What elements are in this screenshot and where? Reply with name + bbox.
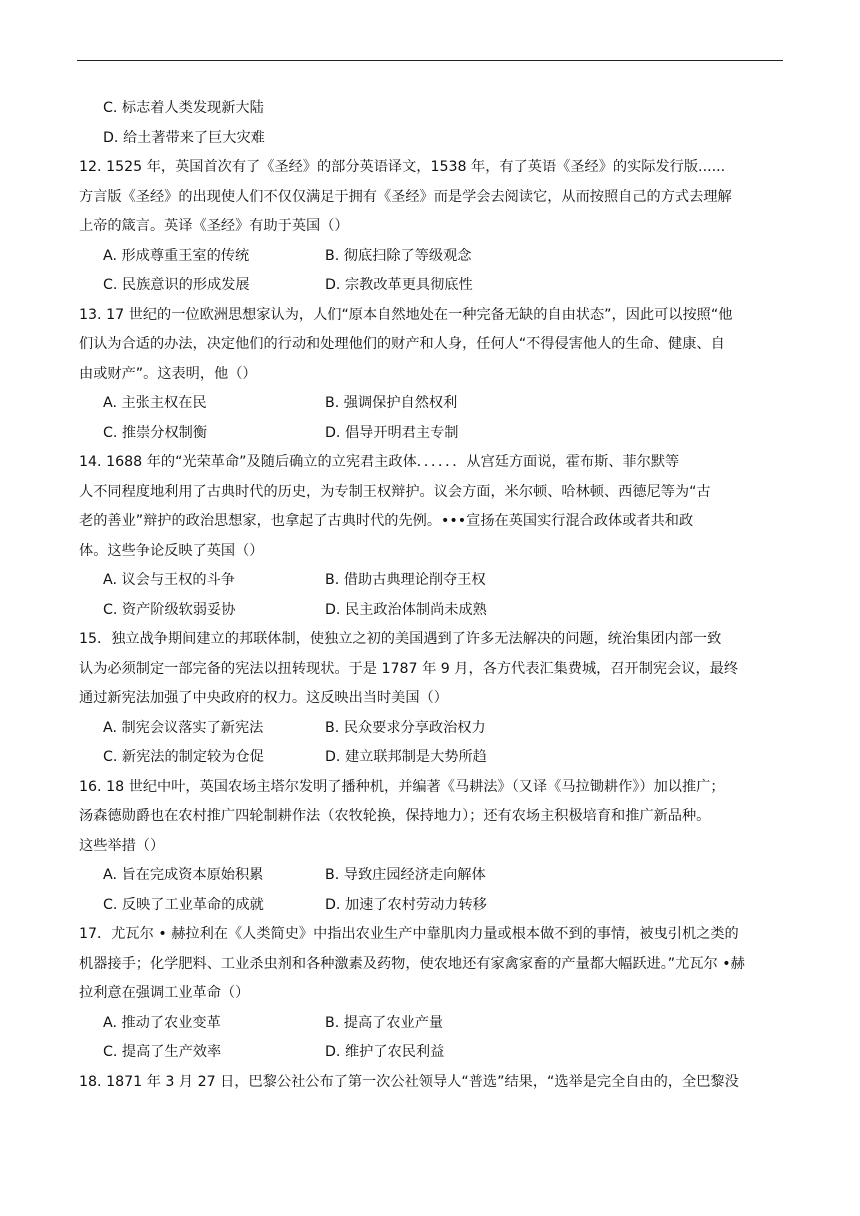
answer-option: C. 资产阶级软弱妥协	[103, 601, 236, 618]
answer-option: C. 推崇分权制衡	[103, 424, 208, 441]
question-text-line: 们认为合适的办法，决定他们的行动和处理他们的财产和人身，任何人“不得侵害他人的生命、健康、自	[79, 336, 725, 352]
question-text-line: 认为必须制定一部完备的宪法以扭转现状。于是 1787 年 9 月，各方代表汇集费城，召开制宪会议，最终	[79, 660, 739, 677]
answer-option: C. 反映了工业革命的成就	[103, 896, 264, 913]
answer-option: D. 给土著带来了巨大灾难	[103, 129, 265, 146]
question-text-line: 方言版《圣经》的出现使人们不仅仅满足于拥有《圣经》而是学会去阅读它，从而按照自己的方式去理解	[79, 188, 732, 205]
answer-option: C. 新宪法的制定较为仓促	[103, 749, 264, 765]
answer-option: B. 借助古典理论削夺王权	[325, 572, 486, 588]
question-text-line: 拉利意在强调工业革命（）	[79, 985, 250, 1001]
answer-option: B. 民众要求分享政治权力	[325, 719, 486, 736]
question-text-line: 15．独立战争期间建立的邦联体制，使独立之初的美国遇到了许多无法解决的问题，统治集团内部一致	[79, 631, 722, 647]
question-text-line: 17．尤瓦尔 • 赫拉利在《人类简史》中指出农业生产中靠肌肉力量或根本做不到的事情，被曳引机之类的	[79, 926, 739, 942]
answer-option: A. 议会与王权的斗争	[103, 572, 235, 588]
answer-option: A. 形成尊重王室的传统	[103, 247, 250, 264]
question-text-line: 12. 1525 年，英国首次有了《圣经》的部分英语译文，1538 年，有了英语《圣经》的实际发行版......	[79, 159, 726, 175]
answer-option: B. 导致庄园经济走向解体	[325, 867, 486, 883]
question-text-line: 体。这些争论反映了英国（）	[79, 542, 264, 559]
question-text-line: 由或财产”。这表明，他（）	[79, 365, 257, 382]
answer-option: D. 倡导开明君主专制	[325, 424, 459, 441]
question-text-line: 汤森德勋爵也在农村推广四轮制耕作法（农牧轮换，保持地力）；还有农场主积极培育和推广新品种。	[79, 808, 711, 824]
answer-option: B. 强调保护自然权利	[325, 395, 458, 411]
header-rule	[77, 60, 783, 61]
answer-option: B. 彻底扫除了等级观念	[325, 247, 472, 264]
answer-option: C. 标志着人类发现新大陆	[103, 100, 264, 116]
answer-option: D. 宗教改革更具彻底性	[325, 277, 473, 293]
question-text-line: 老的善业”辩护的政治思想家，也拿起了古典时代的先例。•••宣扬在英国实行混合政体或者共和政	[79, 513, 694, 529]
answer-option: A. 推动了农业变革	[103, 1014, 221, 1031]
question-text-line: 16. 18 世纪中叶，英国农场主塔尔发明了播种机，并编著《马耕法》（又译《马拉锄耕作》）加以推广；	[79, 778, 725, 795]
question-text-line: 机器接手；化学肥料、工业杀虫剂和各种激素及药物，使农地还有家禽家畜的产量都大幅跃进。”尤瓦尔 •赫	[79, 955, 745, 972]
answer-option: D. 民主政治体制尚未成熟	[325, 601, 487, 618]
question-text-line: 通过新宪法加强了中央政府的权力。这反映出当时美国（）	[79, 690, 448, 706]
answer-option: C. 民族意识的形成发展	[103, 277, 250, 293]
question-text-line: 人不同程度地利用了古典时代的历史，为专制王权辩护。议会方面，米尔顿、哈林顿、西德尼等为“古	[79, 483, 711, 500]
question-text-line: 14. 1688 年的“光荣革命”及随后确立的立宪君主政体．．．．．．从宫廷方面说，霍布斯、菲尔默等	[79, 454, 680, 470]
answer-option: A. 主张主权在民	[103, 395, 207, 411]
answer-option: B. 提高了农业产量	[325, 1014, 444, 1031]
question-text-line: 上帝的箴言。英译《圣经》有助于英国（）	[79, 218, 349, 234]
question-text-line: 18. 1871 年 3 月 27 日，巴黎公社公布了第一次公社领导人“普选”结果，“选举是完全自由的，全巴黎没	[79, 1073, 739, 1090]
question-text-line: 13. 17 世纪的一位欧洲思想家认为，人们“原本自然地处在一种完备无缺的自由状态”，因此可以按照“他	[79, 306, 733, 323]
answer-option: C. 提高了生产效率	[103, 1044, 222, 1060]
answer-option: D. 建立联邦制是大势所趋	[325, 749, 487, 765]
question-text-line: 这些举措（）	[79, 837, 165, 854]
answer-option: A. 旨在完成资本原始积累	[103, 867, 264, 883]
answer-option: D. 加速了农村劳动力转移	[325, 896, 487, 913]
answer-option: D. 维护了农民利益	[325, 1044, 445, 1060]
answer-option: A. 制宪会议落实了新宪法	[103, 719, 264, 736]
